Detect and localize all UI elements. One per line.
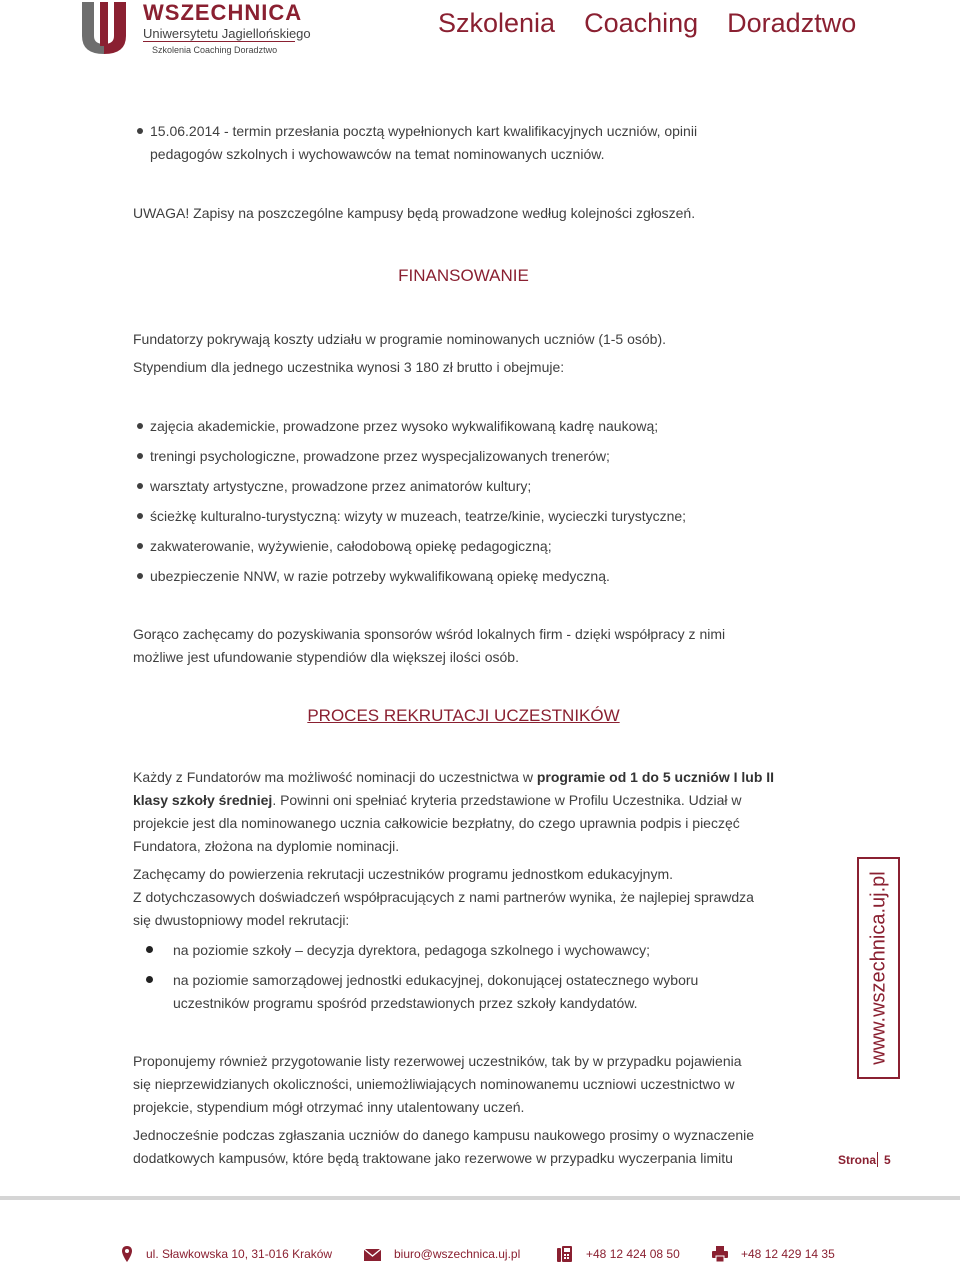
footer-fax: +48 12 429 14 35 bbox=[741, 1247, 835, 1261]
logo-icon bbox=[80, 2, 128, 54]
list-item: ubezpieczenie NNW, w razie potrzeby wykwalifikowaną opiekę medyczną. bbox=[150, 568, 610, 584]
bullet-dot bbox=[137, 543, 143, 549]
location-icon bbox=[122, 1246, 132, 1262]
page-number: 5 bbox=[884, 1153, 891, 1167]
final-line-2: dodatkowych kampusów, które będą traktowane jako rezerwowe w przypadku wyczerpania limitu bbox=[133, 1150, 733, 1166]
bullet-dot bbox=[146, 946, 153, 953]
recruit-item-2b: uczestników programu spośród przedstawionych przez szkoły kandydatów. bbox=[173, 995, 638, 1011]
reserve-line-2: się nieprzewidzianych okoliczności, uniemożliwiających nominowanemu uczniowi uczestnictwo w bbox=[133, 1076, 735, 1092]
reserve-line-3: projekcie, stypendium mógł otrzymać inny utalentowany uczeń. bbox=[133, 1099, 525, 1115]
bullet-dot bbox=[137, 453, 143, 459]
encourage-line-2: Z dotychczasowych doświadczeń współpracujących z nami partnerów wynika, że najlepiej sprawdza bbox=[133, 889, 754, 905]
fax-icon bbox=[712, 1246, 728, 1262]
footer-email[interactable]: biuro@wszechnica.uj.pl bbox=[394, 1247, 521, 1261]
nav-szkolenia[interactable]: Szkolenia bbox=[438, 8, 556, 38]
reserve-line-1: Proponujemy również przygotowanie listy rezerwowej uczestników, tak by w przypadku pojawienia bbox=[133, 1053, 742, 1069]
nav-doradztwo[interactable]: Doradztwo bbox=[727, 8, 857, 38]
final-line-1: Jednocześnie podczas zgłaszania uczniów do danego kampusu naukowego prosimy o wyznaczenie bbox=[133, 1127, 755, 1143]
deadline-line-2: pedagogów szkolnych i wychowawców na temat nominowanych uczniów. bbox=[150, 146, 605, 162]
bullet-dot bbox=[137, 513, 143, 519]
process-line-3: projekcie jest dla nominowanego ucznia całkowicie bezpłatny, do czego uprawnia podpis i pieczęć bbox=[133, 815, 740, 831]
list-item: treningi psychologiczne, prowadzone przez wyspecjalizowanych trenerów; bbox=[150, 448, 610, 464]
encourage-line-1: Zachęcamy do powierzenia rekrutacji uczestników programu jednostkom edukacyjnym. bbox=[133, 866, 674, 882]
sponsor-text-2: możliwe jest ufundowanie stypendiów dla większej ilości osób. bbox=[133, 649, 519, 665]
list-item: zakwaterowanie, wyżywienie, całodobową opiekę pedagogiczną; bbox=[150, 538, 552, 554]
footer-divider bbox=[0, 1196, 960, 1200]
list-item: zajęcia akademickie, prowadzone przez wysoko wykwalifikowaną kadrę naukową; bbox=[150, 418, 659, 434]
process-line-2: klasy szkoły średniej. Powinni oni spełniać kryteria przedstawione w Profilu Uczestnika. Udział w bbox=[133, 792, 742, 808]
page-label: Strona bbox=[838, 1153, 877, 1167]
website-link[interactable]: www.wszechnica.uj.pl bbox=[867, 871, 890, 1065]
phone-icon bbox=[557, 1246, 572, 1262]
mail-icon bbox=[364, 1249, 381, 1261]
footer-address: ul. Sławkowska 10, 31-016 Kraków bbox=[146, 1247, 333, 1261]
uwaga-note: UWAGA! Zapisy na poszczególne kampusy będą prowadzone według kolejności zgłoszeń. bbox=[133, 205, 696, 221]
sponsor-text-1: Gorąco zachęcamy do pozyskiwania sponsorów wśród lokalnych firm - dzięki współpracy z nimi bbox=[133, 626, 726, 642]
recruit-item-1: na poziomie szkoły – decyzja dyrektora, pedagoga szkolnego i wychowawcy; bbox=[173, 942, 651, 958]
bullet-dot bbox=[146, 976, 153, 983]
logo-tagline: Szkolenia Coaching Doradztwo bbox=[152, 45, 278, 55]
funding-text-2: Stypendium dla jednego uczestnika wynosi 3 180 zł brutto i obejmuje: bbox=[133, 359, 565, 375]
logo-subtitle: Uniwersytetu Jagiellońskiego bbox=[143, 26, 311, 41]
footer-phone: +48 12 424 08 50 bbox=[586, 1247, 680, 1261]
page-divider bbox=[877, 1152, 878, 1167]
encourage-line-3: się dwustopniowy model rekrutacji: bbox=[133, 912, 350, 928]
bullet-dot bbox=[137, 423, 143, 429]
bullet-dot bbox=[137, 483, 143, 489]
deadline-line-1: 15.06.2014 - termin przesłania pocztą wypełnionych kart kwalifikacyjnych uczniów, opinii bbox=[150, 123, 698, 139]
list-item: warsztaty artystyczne, prowadzone przez animatorów kultury; bbox=[150, 478, 532, 494]
heading-finansowanie: FINANSOWANIE bbox=[398, 266, 529, 285]
logo-title: WSZECHNICA bbox=[143, 0, 303, 25]
process-line-1: Każdy z Fundatorów ma możliwość nominacji do uczestnictwa w programie od 1 do 5 uczniów I lub II bbox=[133, 769, 775, 785]
logo-divider bbox=[143, 41, 295, 42]
header-nav bbox=[438, 8, 885, 39]
nav-coaching[interactable]: Coaching bbox=[584, 8, 699, 38]
funding-text-1: Fundatorzy pokrywają koszty udziału w programie nominowanych uczniów (1-5 osób). bbox=[133, 331, 667, 347]
process-line-4: Fundatora, złożona na dyplomie nominacji. bbox=[133, 838, 400, 854]
heading-proces-rekrutacji: PROCES REKRUTACJI UCZESTNIKÓW bbox=[307, 706, 620, 725]
recruit-item-2a: na poziomie samorządowej jednostki edukacyjnej, dokonującej ostatecznego wyboru bbox=[173, 972, 699, 988]
bullet-dot bbox=[137, 128, 143, 134]
list-item: ścieżkę kulturalno-turystyczną: wizyty w muzeach, teatrze/kinie, wycieczki turystyczne; bbox=[150, 508, 687, 524]
bullet-dot bbox=[137, 573, 143, 579]
